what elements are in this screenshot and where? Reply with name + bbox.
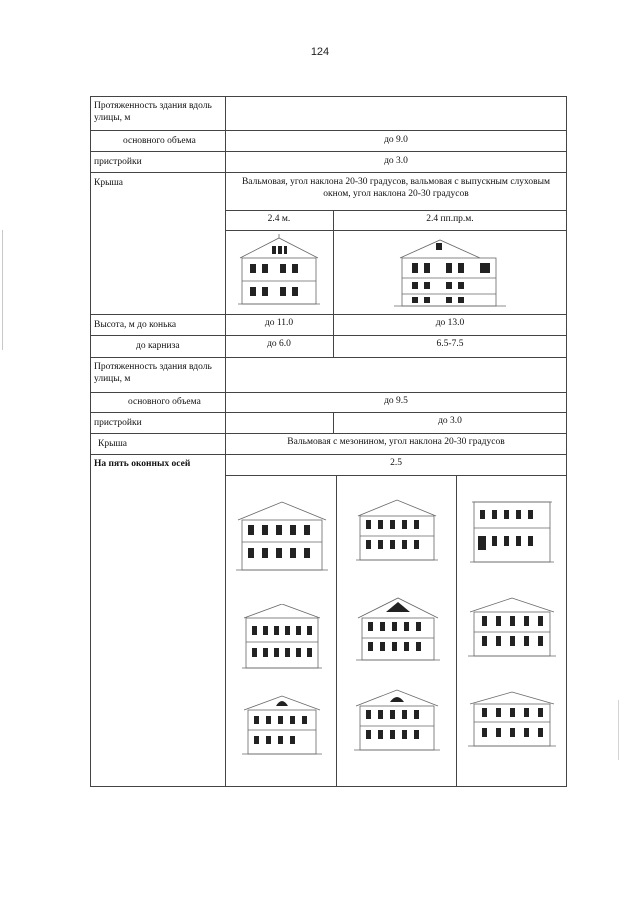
row-line [90, 335, 567, 336]
row-label: Крыша [94, 178, 124, 188]
row-value: 2.5 [390, 458, 402, 468]
row-line [90, 314, 567, 315]
row-line [90, 151, 567, 152]
row-value: до 9.0 [384, 135, 408, 145]
row-label: Крыша [98, 439, 128, 449]
building-facade-drawing [356, 594, 440, 662]
row-line [90, 96, 567, 97]
row-value: до 9.5 [384, 396, 408, 406]
row-value: Вальмовая, угол наклона 20-30 градусов, вальмовая с выпускным слуховым окном, угол наклона 20-30 градусов [241, 177, 551, 199]
row-label: пристройки [94, 157, 142, 167]
row-label: Протяженность здания вдоль улицы, м [94, 101, 212, 123]
row-value: до 11.0 [264, 318, 294, 328]
row-line [225, 230, 567, 231]
column-header: 2.4 м. [267, 214, 291, 224]
scan-artifact [2, 230, 3, 350]
building-facade-drawing [468, 498, 556, 564]
building-facade-drawing [240, 692, 324, 756]
row-line [90, 357, 567, 358]
row-label: Протяженность здания вдоль улицы, м [94, 362, 212, 384]
row-label: основного объема [123, 136, 196, 146]
row-label: На пять оконных осей [94, 459, 191, 469]
row-line [90, 433, 567, 434]
facade-standards-table [90, 96, 567, 786]
col-line [456, 475, 457, 787]
row-line [90, 786, 567, 787]
row-line [90, 130, 567, 131]
column-header: 2.4 пп.пр.м. [426, 214, 474, 224]
row-value: до 3.0 [438, 416, 462, 426]
row-line [90, 412, 567, 413]
building-facade-drawing [354, 686, 440, 752]
building-facade-drawing [240, 604, 324, 670]
row-line [225, 475, 567, 476]
col-line [90, 96, 91, 787]
building-facade-drawing [236, 234, 322, 306]
col-line [333, 210, 334, 357]
page-number: 124 [310, 46, 330, 58]
building-facade-drawing [390, 236, 510, 308]
row-label: основного объема [128, 397, 201, 407]
row-line [90, 172, 567, 173]
row-value: 6.5-7.5 [436, 339, 464, 349]
row-value: Вальмовая с мезонином, угол наклона 20-30 градусов [287, 437, 505, 447]
col-line [336, 475, 337, 787]
building-facade-drawing [468, 596, 556, 658]
row-value: до 3.0 [384, 156, 408, 166]
scan-artifact [618, 700, 619, 760]
row-label: Высота, м до конька [94, 320, 177, 330]
building-facade-drawing [236, 498, 328, 572]
row-value: до 6.0 [267, 339, 291, 349]
building-facade-drawing [354, 498, 440, 562]
row-line [90, 392, 567, 393]
row-label: до карниза [136, 341, 180, 351]
row-line [225, 210, 567, 211]
row-value: до 13.0 [435, 318, 465, 328]
row-line [90, 454, 567, 455]
building-facade-drawing [468, 690, 556, 748]
row-label: пристройки [94, 418, 142, 428]
